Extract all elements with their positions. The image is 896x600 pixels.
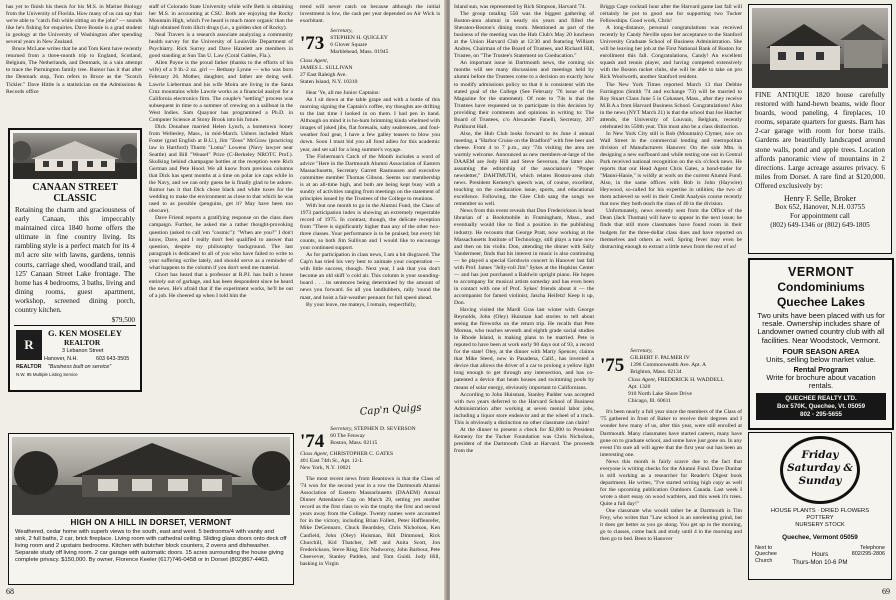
quechee-phone: 802 - 295-5655 [800, 410, 842, 418]
left-col1-text [6, 4, 142, 124]
quechee-address: Box 570K, Quechee, Vt. 05059 [776, 403, 866, 411]
paragraph: staff of Colorado State University while wife Beth is obtaining her M.S. in accounting at CSU. Both are enjoying the Rocky Mountain High, which I've heard is much more organic than the high obtained from illicit drugs (i.e., a golden shot of Rocky). [149, 4, 293, 32]
right-col1-text [454, 4, 594, 588]
signature: Cap'n Quigs [359, 402, 422, 418]
paragraph: At the dinner to present a check for $2,000 to President Kemeny for the Tucker Foundation was Chris Nicholson, president of the Dartmouth Club at Harvard. The proceeds from the [454, 426, 594, 454]
quechee-line2: Write for brochure about vacation rentals. [766, 373, 876, 391]
paragraph: Bruce McLane writes that he and Tom Kent have recently returned from a three-month trip to England, Scotland, Belgium, The Netherlands, and Denmark, in a vain attempt to trace the Parmington family tree. Rumor has it that after the Denmark stop, Tom refers to Bruce as the "Scotch Tickler." Dave Hittle is a statistician on the Admissions & Records office [6, 46, 142, 95]
quechee-title-condos: Condominiums [777, 280, 865, 294]
class-year-73: '73 [300, 33, 325, 55]
paragraph: Neal Travers is a research associate analyzing a community health survey for the University of Louisville Department of Psychiatry. Rick Surrey and Dave Hazelett are members in good standing at Sun Tan U. Law (Coral Gables, Fla.). [149, 32, 293, 60]
left-col2-text [149, 4, 293, 424]
friday-title: Friday Saturday & Sunday [787, 449, 853, 487]
quechee-rental: Rental Program [793, 365, 849, 375]
quechee-lakes-ad [748, 258, 894, 430]
paragraph: Dick Donahue married Helen Lynch, a hometown honey from Wellesley, Mass., in mid-March. Ushers included Mark Foster (grad English at B.U.), Jim "Zeus" McGraw (practicing law in Hartford) Thurm "Loma" Lowens (Navy lawyer near Seattle) and Bill "Weasel" Price (C-Berkeley NROTC Prof.). Skulking behind champagne bottles at the reception were Rich German and Pete Hood. We all know from previous columns that Dick has spent months at a time on polar ice caps while in the Navy, and we can only guess he is finally glad to be ashore. Rumor has it that Dick chose black and white tuxes for the wedding to make the environment as close to that which he was used to as possible (penguins, get it? May have been too obscure). [149, 123, 293, 215]
paragraph: Having visited the Mardi Gras last winter with George Reynolds, John (Oley) Huisman had stories to tell about seeing the fireworks on the return trip. He recalls that Pete Moreau, who teaches seventh and eighth grade social studies in Rhode Island, is making plans to be married. Pete is reputed to have been at work early 90 days out of 93, a record for the state! Oley, at the dinner with Marty Spencer, claims that Mike Steed, now in Pasadena, Calif., has invented a device that allows the driver of a car to prolong a yellow light long enough to get through any intersection, and has co-patented a device that heats houses and swimming pools by means of solar energy, obviously important to Californians. [454, 307, 594, 391]
left-col3-text [300, 4, 440, 414]
paragraph: Hear 'Ye, all me Junior Captains: [306, 90, 380, 97]
right-col2-text [600, 4, 742, 346]
realtor-mls: N.W. 95 Multiple Listing Service [16, 372, 78, 378]
realtor-title: REALTOR [64, 338, 101, 348]
friday-line2: POTTERY [806, 515, 834, 522]
paragraph: In New York City still is Bob (Mountain) Clymer, now on Wall Street in the commercial lending and metropolitan division of Manufacturers Hanover. On the side Mtn. is designing a new surfboard and while testing one out in Central Park received national recognition on the six o'clock news. He reports that our Head Agent Chris Gates, a bond-trader for "Manni-Hanie," is wildly at work on the current Alumni Fund. Also, in the same offices with Bob is John (Haywire) Heywood, so-called for his expertise in utilities; the two of them achieved so well in their Credit Analysis course recently that now they both teach the class of 40 in the division. [600, 130, 742, 208]
class-74-section: '74 Secretary, STEPHEN D. SEVERSON 60 The Fenway Boston, Mass. 02115 Class Agent, CHRISTOPHER C. GATES 401 East 74th St., Apt. 12-L New York, N.Y. 10021 The most recent news from Beantown is that the Class of '74 won for the second year in a row the Dartmouth Alumni Association of Eastern Massachusetts (DAAEM) Annual Dinner Attendance Cup on March 29, setting yet another record as the first class to win the trophy the first and second years away from the College. Twenty names were accounted for in the victory, including Brian Follett, Peter Hafflenrefer, Mike DeGennaro, Chuck Beardsley, Chris Nicholson, Ken Canfield, John (Oley) Huisman, Bill Dimmond, Rick Churchill, Kid Thatcher, Jeff and Anita Scott, Jon Frederickson, Steve Ring, Eric Nadworny, John Barbour, Pete Cheevever, Stanley Padden, and Tom Guidi. Jody Hill, basking in Virgin [300, 426, 440, 567]
antique-house-body: FINE ANTIQUE 1820 house carefully restored with hand-hewn beams, wide floor boards, wood paneling, 4 fireplaces, 10 rooms, separate quarters for guests. Barn has 2-car garage with room for horse trails. Gardens are beautifully landscaped around stone walls, pond and apple trees. Location affords panoramic view of mountains in 2 directions. Large acreage assures privacy. 6 miles from Dorset. A rare find at $120,000. Offered exclusively by: [755, 91, 885, 190]
realtor-city: Hanover, N.H. [44, 356, 78, 363]
realtor-block [14, 325, 136, 390]
realtor-logo-text: REALTOR [16, 364, 42, 371]
quechee-body: Two units have been placed with us for resale. Ownership includes share of Landowner owned country club with all facilities. Near Woodstock, Vermont. [757, 311, 885, 345]
right-page [450, 0, 896, 600]
broker-block [749, 194, 891, 230]
paragraph: Ghort has heard that a professor at R.P.I. has built a house entirely out of garbage, and has been despondent since he heard the news. He's afraid that if the experiment works, he'll be out of a job. He cheered up when I told him the [149, 271, 293, 299]
realtor-r-logo-icon: R [16, 330, 42, 360]
paragraph: The group totaling 550 was the biggest gathering of Boston-area alumni in nearly six years and filled the Sheraton-Boston's dining room. Mentioned as part of the business of the meeting was the Hub Club's May 20 luncheon at the Union Harvard Club at 12:30 and featuring William Andres, Chairman of the Board of Trustees, and Richard Hill, Trustee, on "The Trustee's Statement on Coeducation." [454, 11, 594, 60]
realtor-tagline: "Business built on service" [48, 364, 112, 371]
canaan-body: Retaining the charm and graciousness of early Canaan, this impeccably maintained circa 1840 home offers the ultimate in fine country living. Its rambling style is a perfect match for its 4 m/l acre site with lawns, gardens, tennis courts, carriage shed, woodland trail, and 125' Canaan Street Lake frontage. The home has 4 bedrooms, 3 baths, living and dining rooms, guest apartment, workshop, screened dining porch, country kitchen. [15, 206, 135, 315]
paragraph: Also, the Hub Club looks forward to its June 4 annual meeting, a "Harbor Cruise on the Bradford" with free beer and cheese. From 4 to 7 p.m., any '74s visiting the area are warmly welcome. Announced as new members-at-large of the DAAEM are Jody Hill and Steve Severson, the latter also assuming the editorship of the association's "Proper newsletter," DAHTMUTH, which relates Boston-area club news. President Kemeny's speech was, of course, excellent, touching on the coeducation issue, sports, and educational excellence. Following, the Glee Club sang the songs we remember so well. [454, 130, 594, 208]
dorset-house-photo [12, 437, 290, 515]
class-year-74: '74 [300, 431, 325, 452]
left-page [0, 0, 446, 600]
page-number: 69 [882, 587, 890, 596]
friday-footer [749, 545, 891, 575]
paragraph: Dave Friend reports a gratifying response on the class dues campaign. Further, he asked me a rather thought-provoking question (asked to call 'em "cosmic"): "When are you?" I don't know, Dave, and I really don't feel qualified to answer that question, despite my philosophy background. The last paragraph is dedicated to all of you who have failed to write to your suffering scribe lately, and should serve as a reminder of what happens to the column if you don't send me material. [149, 215, 293, 271]
realtor-phone: 603 643-3505 [96, 356, 130, 363]
paragraph: By your leave, me mateys, I remain, respectfully, [306, 301, 417, 308]
dorset-vermont-ad [8, 433, 294, 585]
antique-house-ad [748, 4, 892, 254]
paragraph: It's been nearly a full year since the members of the Class of '75 gathered in front of Baker to receive their degrees and I wonder how many of us, after this year, were still enrolled at Dartmouth. Many classmates have started careers, many have gone on to graduate school, and some have just gone on. In any event I'm sure all will agree that the first year out has been an interesting one. [600, 409, 742, 458]
paragraph: With but one month to go in the Alumni Fund, the Class of 1973 participation index is showing an extremely respectable record of 1975. In contrast, though, the delicate reception from "There is significantly higher than any of the other two-three classes. Your performance is to be praised; but every bit counts, so both Jim Sullivan and I would like to encourage your continued support. [300, 202, 440, 252]
friday-hours-label: Hours [811, 550, 829, 558]
antique-house-photo [752, 8, 888, 88]
friday-telephone: Telephone 802/295-2806 [851, 544, 885, 558]
paragraph: As for participation in class news, I am a bit disgraced. The Cap'n has tried his very best to animate your cooperation — with little success, though. Next year, I ask that you don't become an old skiff 'o cold air. This column is your sounding-board . . . its sentences being determined by the amount of news you forward. So all you landlubbers, rally 'round the mast, and hoist a fair-weather pennant for full speed ahead. [300, 252, 440, 301]
paragraph: A long-distance, personal congratulations was received recently by Candy Neville upon her acceptance to the Stanford University Graduate School of Business Administration. She will be leaving her job at the First National Bank of Boston for enrollment this fall. Congratulations, Candy! An excellent squash and tennis player, and having competed extensively with the Boston racket clubs, she will be able to take on pro Rick Woolworth, another Stanford resident. [600, 25, 742, 81]
dorset-body: Weathered, cedar home with superb views to the south, east and west. 5 bedrooms/4 with vanity and sink, 2 full baths, 2 car, brick fireplace. Living room with cathedral ceiling. Sliding glass doors onto deck off living room and 2 upstairs bedrooms. Kitchen with butcher block counters, 2 ovens and dishwasher. Separate study off living room. 2 car garage with automatic doors. 15 acres surrounding the house giving complete privacy. $150,000. By owner, Florence Keeler (617)746-0458 or in Dorset (802)867-4463. [15, 529, 287, 563]
dorset-title: HIGH ON A HILL IN DORSET, VERMONT [70, 518, 232, 527]
quechee-company-box [756, 393, 886, 420]
broker-phone: (802) 649-1346 or (802) 649-1805 [770, 221, 870, 230]
class-year-75: '75 [600, 355, 625, 376]
paragraph: According to John Huisman, Stanley Padder was accepted with two years deferred to the Harvard School of Business Administration after working at seven menial labor jobs, including a liquor store endeavor and at the wheel of a truck. This is obviously a distinction no other classmate can claim! [454, 391, 594, 426]
paragraph: has yet to finish his thesis for his M.S. in Marine Biology from the University of Florida. How many of us can say that we're able to "catch fish while sitting on the john" — sounds like he's fishing for enquiries. Dave Bossie is a grad student in geology at the University of Washington after spending several years in New Zealand. [6, 4, 142, 46]
broker-note: For appointment call [790, 212, 850, 221]
paragraph: News from this event reveals that Don Frederickson is head librarian of a Bookmobile in Framingham, Mass., and eventually would like to find a position in the publishing industry. He recounts that George Pratt, now working at the Massachusetts Institute of Technology, still plays a tune now and then on his violin. Don, attending the dinner with Sally Vandermeer, finds that his interest in music is also continuing — he played a special Gershwin concert in Hanover last fall with Prof. James "Jelly-roll Jim" Sykes at the Hopkins Center — and has just purchased a Baldwin upright piano. He hopes to accompany for musical artists someday and has even been in contact with one of Prof. Sykes' friends about it — the accompanist for famed violinist, Jascha Heifetz! Keep it up, Don. [454, 208, 594, 306]
broker-name: Henry F. Selle, Broker [783, 194, 856, 204]
quechee-company: QUECHEE REALTY LTD. [785, 395, 857, 403]
paragraph: The most recent news from Beantown is that the Class of '74 won for the second year in a row the Dartmouth Alumni Association of Eastern Massachusetts (DAAEM) Annual Dinner Attendance Cup on March 29, setting yet another record as the first class to win the trophy the first and second years away from the College. Twenty names were accounted for in the victory, including Brian Follett, Peter Hafflenrefer, Mike DeGennaro, Chuck Beardsley, Chris Nicholson, Ken Canfield, John (Oley) Huisman, Bill Dimmond, Rick Churchill, Kid Thatcher, Jeff and Anita Scott, Jon Frederickson, Steve Ring, Eric Nadworny, John Barbour, Pete Cheevever, Stanley Padden, and Tom Guidi. Jody Hill, basking in Virgin [300, 476, 440, 567]
friday-location: Quechee, Vermont 05059 [782, 533, 858, 541]
page-number: 68 [6, 587, 14, 596]
canaan-title: CANAAN STREET CLASSIC [32, 182, 118, 204]
paragraph: The Fisherman's Catch of the Month includes a word of advice "Here in the Dartmouth Alumni Association of Eastern Massachusetts, Secretary Garrett Rasmussen and executive committee member Thomas Gibson. Seems our membership is at an all-time high, and both are being kept busy with a sundry of activities ranging from meetings on the statement of principles issued by the Trustees of the College to reunions. [300, 153, 440, 202]
class-75-section: '75 Secretary, GILBERT F. PALMER IV 1396 Commonwealth Ave. Apt. A Brighton, Mass. 02134 Class Agent, FREDERICK H. WADDELL Apt. 1320 910 North Lake Shore Drive Chicago, Ill. 60611 It's been nearly a full year since the members of the Class of '75 gathered in front of Baker to receive their degrees and I wonder how many of us, after this year, were still enrolled at Dartmouth. Many classmates have started careers, many have gone on to graduate school, and some have just gone on. In any event I'm sure all will agree that the first year out has been an interesting one. News this month is fairly scarce due to the fact that everyone is writing checks for the Alumni Fund. Dave Dunbar is still working as a researcher for Reader's Digest book department. He writes, "I've started writing high copy as well for the upcoming publication Outdoors Canada. Last week I wrote a short essay on wood warblers, and this week it's trees. Quite a full day!" One classmate who would rather be at Dartmouth is Tim Frey, who writes that "Law school is an unrelenting grind, but it does get better as you go along. You get up in the morning, go to classes, come back and study until 4 in the morning and then go to bed. Been to Hanover [600, 348, 742, 543]
paragraph: As I sit down at the table grape and with a bottle of this morning signing the Captain's coffee, my thoughts are drifting to the last time I looked in on them. I had pen in hand. Although on mind it is ho-hum brimming kinda whelmed with images of joked jibs, flat foresails, salty seabreezes, and foul-weather foul gear, I have a few galley teasers to blow you down. Soon I must bid you all fond adieu for this academic year, and set sail for a long summer's voyage. [300, 97, 440, 153]
canaan-street-ad [8, 128, 142, 392]
friday-next-to: Next to Quechee Church [755, 544, 777, 564]
quechee-heading: FOUR SEASON AREA [782, 346, 860, 356]
canaan-price: $79,500 [111, 316, 135, 325]
quechee-title-vermont: VERMONT [788, 265, 854, 279]
paragraph: Briggs Cage cocktail hour after the Harvard game last fall will certainly be put to good use for supporting two Tucker Fellowships. Good work, Chris! [600, 4, 742, 25]
quechee-title-lakes: Quechee Lakes [776, 295, 866, 309]
paragraph: One classmate who would rather be at Dartmouth is Tim Frey, who writes that "Law school is an unrelenting grind, but it does get better as you go along. You get up in the morning, go to classes, come back and study until 4 in the morning and then go to bed. Been to Hanover [600, 508, 742, 543]
friday-hours: Thurs-Mon 10-6 PM [792, 558, 848, 566]
paragraph: Allen Payne is the proud father (thanks to the efforts of his wife) of a 9 lb.-2 oz. girl — Bethany Lynne — who was born February 26. Mother, daughter, and father are doing well. Lawrie Lieberman and his wife Moira are living in the Santa Cruz mountains while Lawrie works as a financial analyst for a California electronics firm. The couple's "settling" process was subsequent in time to a summer of crewing on a sailboat in the West Indies. Sam Quaynor has programmed a Ph.D. in Computer Science at Stony Brook into his future. [149, 60, 293, 123]
paragraph: trend will never catch on because although the initial investment is low, the cash per year depended on Air Wick is exorbitant. [300, 4, 440, 25]
friday-saturday-sunday-ad [748, 432, 892, 580]
friday-line3: NURSERY STOCK [795, 522, 845, 529]
friday-logo-badge-icon [780, 436, 860, 504]
quechee-line1: Units, selling below market value. [766, 354, 876, 364]
paragraph: News this month is fairly scarce due to the fact that everyone is writing checks for the Alumni Fund. Dave Dunbar is still working as a researcher for Reader's Digest book department. He writes, "I've started writing high copy as well for the upcoming publication Outdoors Canada. Last week I wrote a short essay on wood warblers, and this week it's trees. Quite a full day!" [600, 458, 742, 507]
realtor-address: 3 Lebanon Street [62, 348, 104, 355]
realtor-name: G. KEN MOSELEY [48, 328, 122, 339]
house-photo [13, 133, 137, 179]
paragraph: Island sun, was represented by Rich Simpson, Harvard '74. [454, 4, 586, 10]
paragraph: Unfortunately, news recently sent from the Office of the Dean (Jack Thomas) will have to appear in the next issue; he finds that still more classmates have found room in their budgets for the three-dollar class dues and have reported on themselves and others as well. Spring fever may even be distracting enough to extract a little news from the rest of us! [600, 208, 742, 250]
friday-line1: HOUSE PLANTS · DRIED FLOWERS [770, 508, 870, 514]
paragraph: An important issue in Dartmouth news, the coming six months will see many discussions and meetings held by alumni before the Trustees come to a decision on exactly how to modify admissions policy so that it is consistent with the stated goal of the College (See February '76 issue of the Magazine for the statement). Of note to '74s is that the Trustees have requested us to participate in this decision by providing their comments and opinions in writing to: The Board of Trustees, c/o Alexander Fanelli, Secretary, 207 Parkhurst Hall. [454, 60, 594, 130]
paragraph: The New York Times reported March 13 that Debbie Farrington (Smith '74 and exchange '73) will be married to Roy Stuart Claus June 5 in Cohasset, Mass., after they receive M.B.A.s from Harvard Business School. Congratulations! Also in the news (NYT March 21) is that the school that Joe Hatcher attends, the University of Louvain, Belgium, recently celebrated its 550th year. This must also be a class distinction. [600, 81, 742, 130]
broker-address: Box 652, Hanover, N.H. 03755 [775, 203, 865, 212]
class-73-header: '73 Secretary, STEPHEN H. QUIGLEY 6 Glover Square Marblehead, Mass. 01945 Class Agent, JAMES L. SULLIVAN 27 East Raleigh Ave. Staten Island, N.Y. 10310 [300, 28, 389, 86]
